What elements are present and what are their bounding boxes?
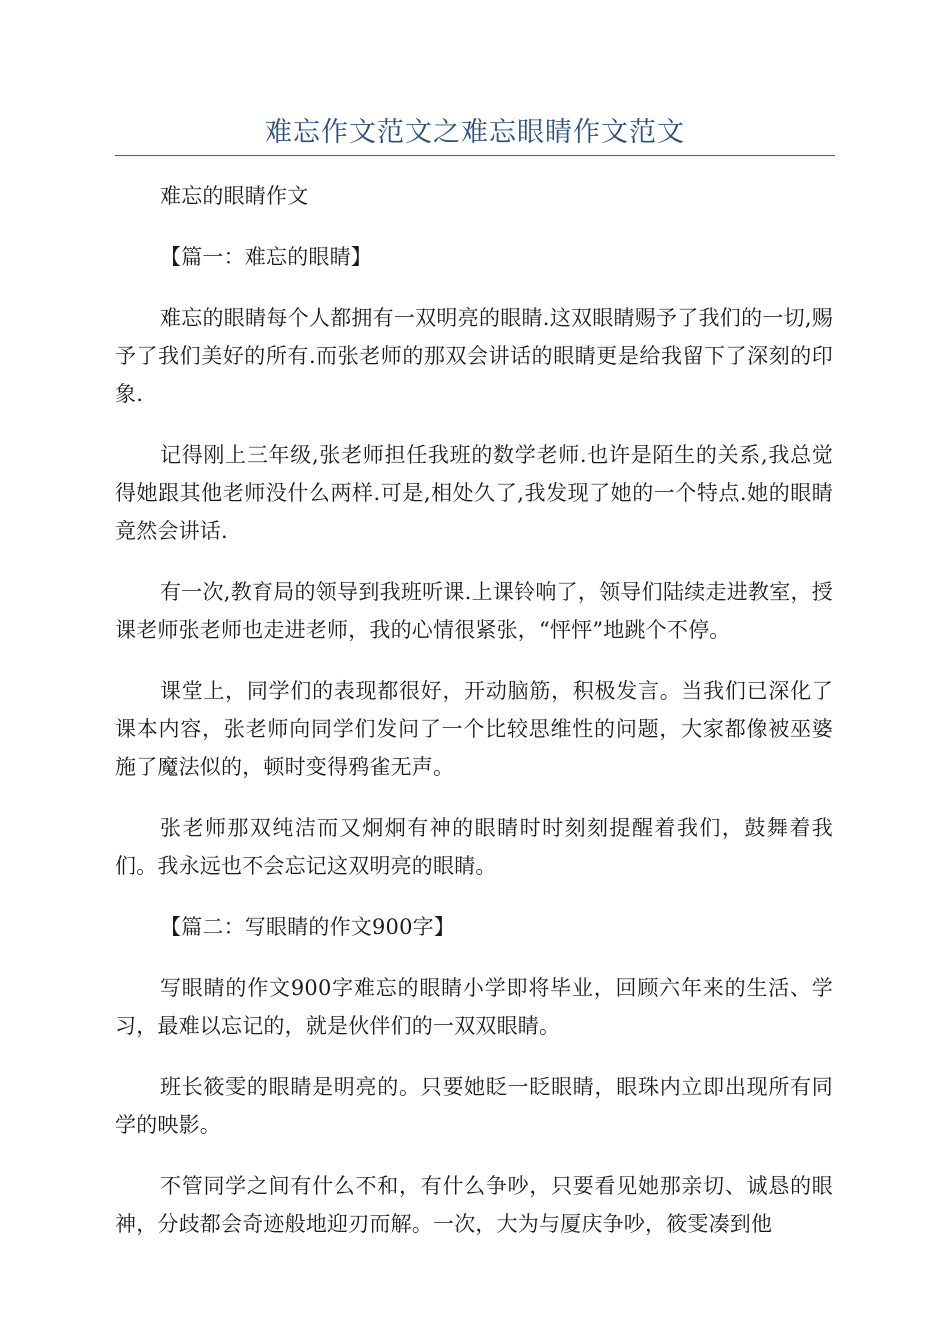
body-paragraph: 记得刚上三年级,张老师担任我班的数学老师.也许是陌生的关系,我总觉得她跟其他老师没什么两样.可是,相处久了,我发现了她的一个特点.她的眼睛竟然会讲话.	[115, 443, 833, 543]
body-paragraph: 有一次,教育局的领导到我班听课.上课铃响了，领导们陆续走进教室，授课老师张老师也走进老师，我的心情很紧张，“怦怦”地跳个不停。	[115, 580, 833, 642]
body-paragraph: 课堂上，同学们的表现都很好，开动脑筋，积极发言。当我们已深化了课本内容，张老师向同学们发问了一个比较思维性的问题，大家都像被巫婆施了魔法似的，顿时变得鸦雀无声。	[115, 679, 833, 779]
body-paragraph: 张老师那双纯洁而又炯炯有神的眼睛时时刻刻提醒着我们，鼓舞着我们。我永远也不会忘记这双明亮的眼睛。	[115, 816, 833, 878]
title-underline	[115, 155, 835, 156]
body-paragraph: 难忘的眼睛每个人都拥有一双明亮的眼睛.这双眼睛赐予了我们的一切,赐予了我们美好的所有.而张老师的那双会讲话的眼睛更是给我留下了深刻的印象.	[115, 306, 833, 406]
document-title: 难忘作文范文之难忘眼睛作文范文	[265, 117, 685, 148]
document-body	[115, 177, 833, 1266]
essay-heading: 难忘的眼睛作文	[160, 184, 309, 208]
body-paragraph: 写眼睛的作文900字难忘的眼睛小学即将毕业，回顾六年来的生活、学习，最难以忘记的，就是伙伴们的一双双眼睛。	[115, 976, 833, 1038]
section-heading-2: 【篇二：写眼睛的作文900字】	[160, 915, 456, 939]
body-paragraph: 班长筱雯的眼睛是明亮的。只要她眨一眨眼睛，眼珠内立即出现所有同学的映影。	[115, 1075, 833, 1137]
section-heading-1: 【篇一：难忘的眼睛】	[160, 245, 372, 269]
body-paragraph: 不管同学之间有什么不和，有什么争吵，只要看见她那亲切、诚恳的眼神，分歧都会奇迹般地迎刃而解。一次，大为与厦庆争吵，筱雯凑到他	[115, 1174, 833, 1236]
